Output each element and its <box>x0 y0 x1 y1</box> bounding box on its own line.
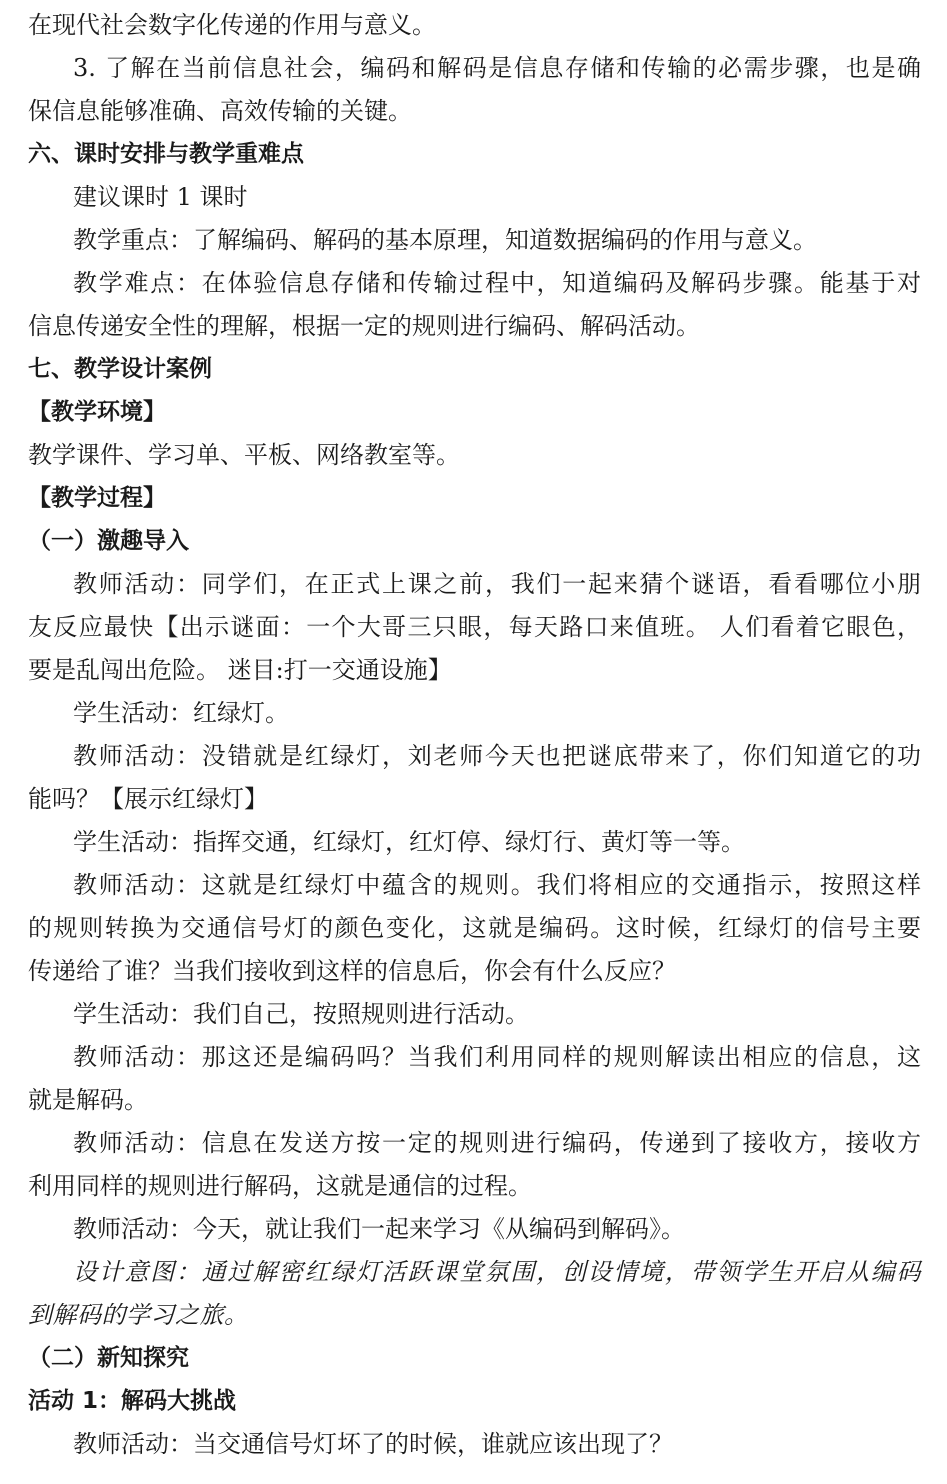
paragraph-line: 教师活动：那这还是编码吗？当我们利用同样的规则解读出相应的信息，这 <box>73 1043 921 1071</box>
paragraph-line: 能吗？【展示红绿灯】 <box>28 785 268 813</box>
section-heading: （二）新知探究 <box>28 1345 189 1371</box>
paragraph-line: 学生活动：红绿灯。 <box>73 699 289 727</box>
paragraph-line: 教师活动：今天，就让我们一起来学习《从编码到解码》。 <box>73 1215 685 1243</box>
section-heading: 六、课时安排与教学重难点 <box>28 141 304 167</box>
section-heading: 【教学环境】 <box>28 399 166 425</box>
section-heading: （一）激趣导入 <box>28 528 189 554</box>
paragraph-line: 到解码的学习之旅。 <box>28 1301 249 1329</box>
paragraph-line: 教师活动：同学们，在正式上课之前，我们一起来猜个谜语，看看哪位小朋 <box>73 570 921 598</box>
paragraph-line: 就是解码。 <box>28 1086 148 1114</box>
paragraph-line: 教师活动：没错就是红绿灯，刘老师今天也把谜底带来了，你们知道它的功 <box>73 742 921 770</box>
paragraph-line: 传递给了谁？当我们接收到这样的信息后，你会有什么反应？ <box>28 957 676 985</box>
paragraph-line: 教师活动：当交通信号灯坏了的时候，谁就应该出现了？ <box>73 1430 673 1458</box>
paragraph-line: 教师活动：这就是红绿灯中蕴含的规则。我们将相应的交通指示，按照这样 <box>73 871 921 899</box>
paragraph-line: 学生活动：指挥交通，红绿灯，红灯停、绿灯行、黄灯等一等。 <box>73 828 745 856</box>
paragraph-line: 教学课件、学习单、平板、网络教室等。 <box>28 441 460 469</box>
paragraph-line: 教学重点：了解编码、解码的基本原理，知道数据编码的作用与意义。 <box>73 226 817 254</box>
paragraph-line: 信息传递安全性的理解，根据一定的规则进行编码、解码活动。 <box>28 312 700 340</box>
paragraph-line: 的规则转换为交通信号灯的颜色变化，这就是编码。这时候，红绿灯的信号主要 <box>28 914 921 942</box>
paragraph-line: 保信息能够准确、高效传输的关键。 <box>28 97 412 125</box>
paragraph-line: 设计意图：通过解密红绿灯活跃课堂氛围，创设情境，带领学生开启从编码 <box>73 1258 921 1286</box>
paragraph-line: 利用同样的规则进行解码，这就是通信的过程。 <box>28 1172 532 1200</box>
paragraph-line: 教学难点：在体验信息存储和传输过程中，知道编码及解码步骤。能基于对 <box>73 269 921 297</box>
section-heading: 七、教学设计案例 <box>28 356 212 382</box>
paragraph-line: 教师活动：信息在发送方按一定的规则进行编码，传递到了接收方，接收方 <box>73 1129 921 1157</box>
section-heading: 活动 1：解码大挑战 <box>28 1388 237 1414</box>
paragraph-line: 建议课时 1 课时 <box>73 183 248 211</box>
paragraph-line: 友反应最快【出示谜面：一个大哥三只眼，每天路口来值班。 人们看着它眼色， <box>28 613 921 641</box>
paragraph-line: 在现代社会数字化传递的作用与意义。 <box>28 11 436 39</box>
paragraph-line: 3. 了解在当前信息社会，编码和解码是信息存储和传输的必需步骤，也是确 <box>73 54 921 82</box>
paragraph-line: 学生活动：我们自己，按照规则进行活动。 <box>73 1000 529 1028</box>
section-heading: 【教学过程】 <box>28 485 166 511</box>
paragraph-line: 要是乱闯出危险。 迷目:打一交通设施】 <box>28 656 452 684</box>
